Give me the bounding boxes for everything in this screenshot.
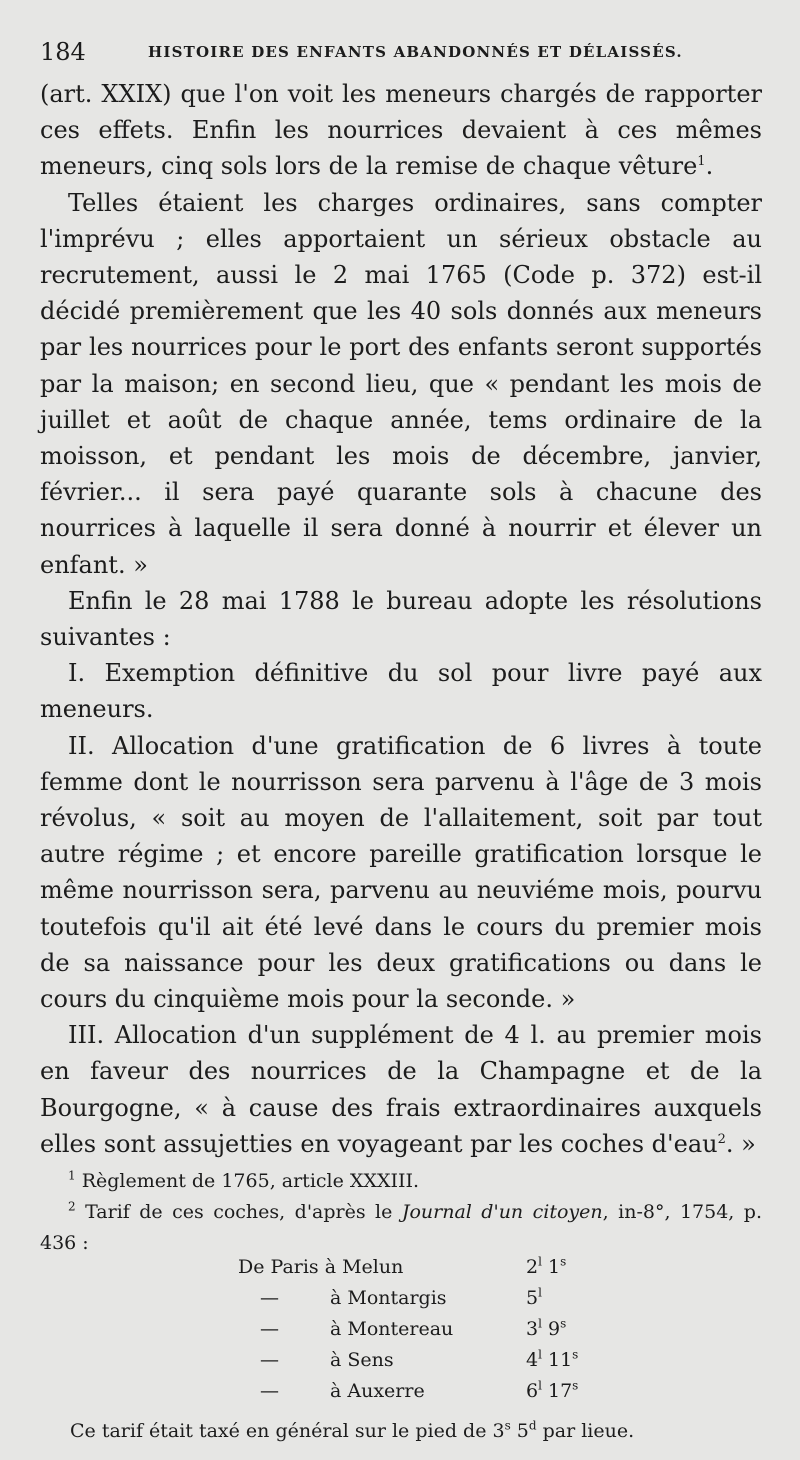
ditto-dash: — <box>260 1318 279 1340</box>
paragraph <box>40 1017 762 1162</box>
tariff-row <box>0 1283 800 1314</box>
tariff-table <box>0 1252 800 1422</box>
ditto-dash: — <box>260 1380 279 1402</box>
footnote-mark: 2 <box>68 1199 76 1214</box>
tariff-destination: à Auxerre <box>330 1380 425 1402</box>
paragraph-text: III. Allocation d'un supplément de 4 l. au premier mois en faveur des nourrices de la Champagne et de la Bourgogne, « à cause des frais extraordinaires auxquels elles sont assujetties en voyageant par les coches d'eau <box>40 1021 762 1158</box>
footnote-text: Règlement de 1765, article XXXIII. <box>81 1170 420 1192</box>
tariff-price: 3$^l$ 9$^s$ <box>526 1316 567 1340</box>
tariff-price: 2$^l$ 1$^s$ <box>526 1254 567 1278</box>
cited-title: Journal d'un citoyen <box>401 1201 603 1223</box>
ditto-dash: — <box>260 1287 279 1309</box>
paragraph: Enfin le 28 mai 1788 le bureau adopte les résolutions suivantes : <box>40 586 762 652</box>
tariff-row <box>0 1345 800 1376</box>
tariff-note: Ce tarif était taxé en général sur le pied de 3$^s$ 5$^d$ par lieue. <box>70 1418 635 1442</box>
paragraph: II. Allocation d'une gratification de 6 livres à toute femme dont le nourrisson sera parvenu à l'âge de 3 mois révolus, « soit au moyen de l'allaitement, soit par tout autre régime ; et encore pareille gratification lorsque le même nourrisson sera, parvenu au neuviéme mois, pourvu toutefois qu'il ait été levé dans le cours du premier mois de sa naissance pour les deux gratifications ou dans le cours du cinquième mois pour la seconde. » <box>40 731 762 1014</box>
paragraph: I. Exemption définitive du sol pour livre payé aux meneurs. <box>40 659 762 724</box>
running-title: HISTOIRE DES ENFANTS ABANDONNÉS ET DÉLAISSÉS. <box>148 43 683 61</box>
tariff-price: 6$^l$ 17$^s$ <box>526 1378 579 1402</box>
footnote-ref: 1 <box>697 154 706 170</box>
running-header <box>40 36 760 68</box>
page-number: 184 <box>40 38 86 66</box>
paragraph: Telles étaient les charges ordinaires, sans compter l'imprévu ; elles apportaient un sérieux obstacle au recrutement, aussi le 2 mai 1765 (Code p. 372) est-il décidé premièrement que les 40 sols donnés aux meneurs par les nourrices pour le port des enfants seront supportés par la maison; en second lieu, que « pendant les mois de juillet et août de chaque année, tems ordinaire de la moisson, et pendant les mois de décembre, janvier, février... il sera payé quarante sols à chacune des nourrices à laquelle il sera donné à nourrir et élever un enfant. » <box>40 188 762 579</box>
paragraph <box>40 76 762 185</box>
footnote-ref: 2 <box>717 1131 726 1147</box>
tariff-price: 5$^l$ <box>526 1285 542 1309</box>
footnotes <box>40 1166 762 1259</box>
paragraph-text: (art. XXIX) que l'on voit les meneurs chargés de rapporter ces effets. Enfin les nourrices devaient à ces mêmes meneurs, cinq sols lors de la remise de chaque vêture <box>40 80 762 181</box>
paragraph-text: . » <box>725 1129 756 1158</box>
tariff-destination: à Sens <box>330 1349 394 1371</box>
tariff-price: 4$^l$ 11$^s$ <box>526 1347 579 1371</box>
tariff-destination: à Montargis <box>330 1287 447 1309</box>
tariff-row <box>0 1314 800 1345</box>
paragraph-text: . <box>705 152 714 181</box>
ditto-dash: — <box>260 1349 279 1371</box>
footnote-2 <box>40 1197 762 1259</box>
main-text <box>40 76 762 1162</box>
footnote-1 <box>40 1166 762 1197</box>
footnote-text: Tarif de ces coches, d'après le <box>85 1201 402 1223</box>
tariff-destination: à Montereau <box>330 1318 454 1340</box>
footnote-mark: 1 <box>68 1168 76 1183</box>
tariff-destination: De Paris à Melun <box>238 1256 404 1278</box>
tariff-row <box>0 1376 800 1407</box>
footnote-text: , in-8°, 1754, p. 436 : <box>40 1201 762 1254</box>
tariff-row <box>0 1252 800 1283</box>
